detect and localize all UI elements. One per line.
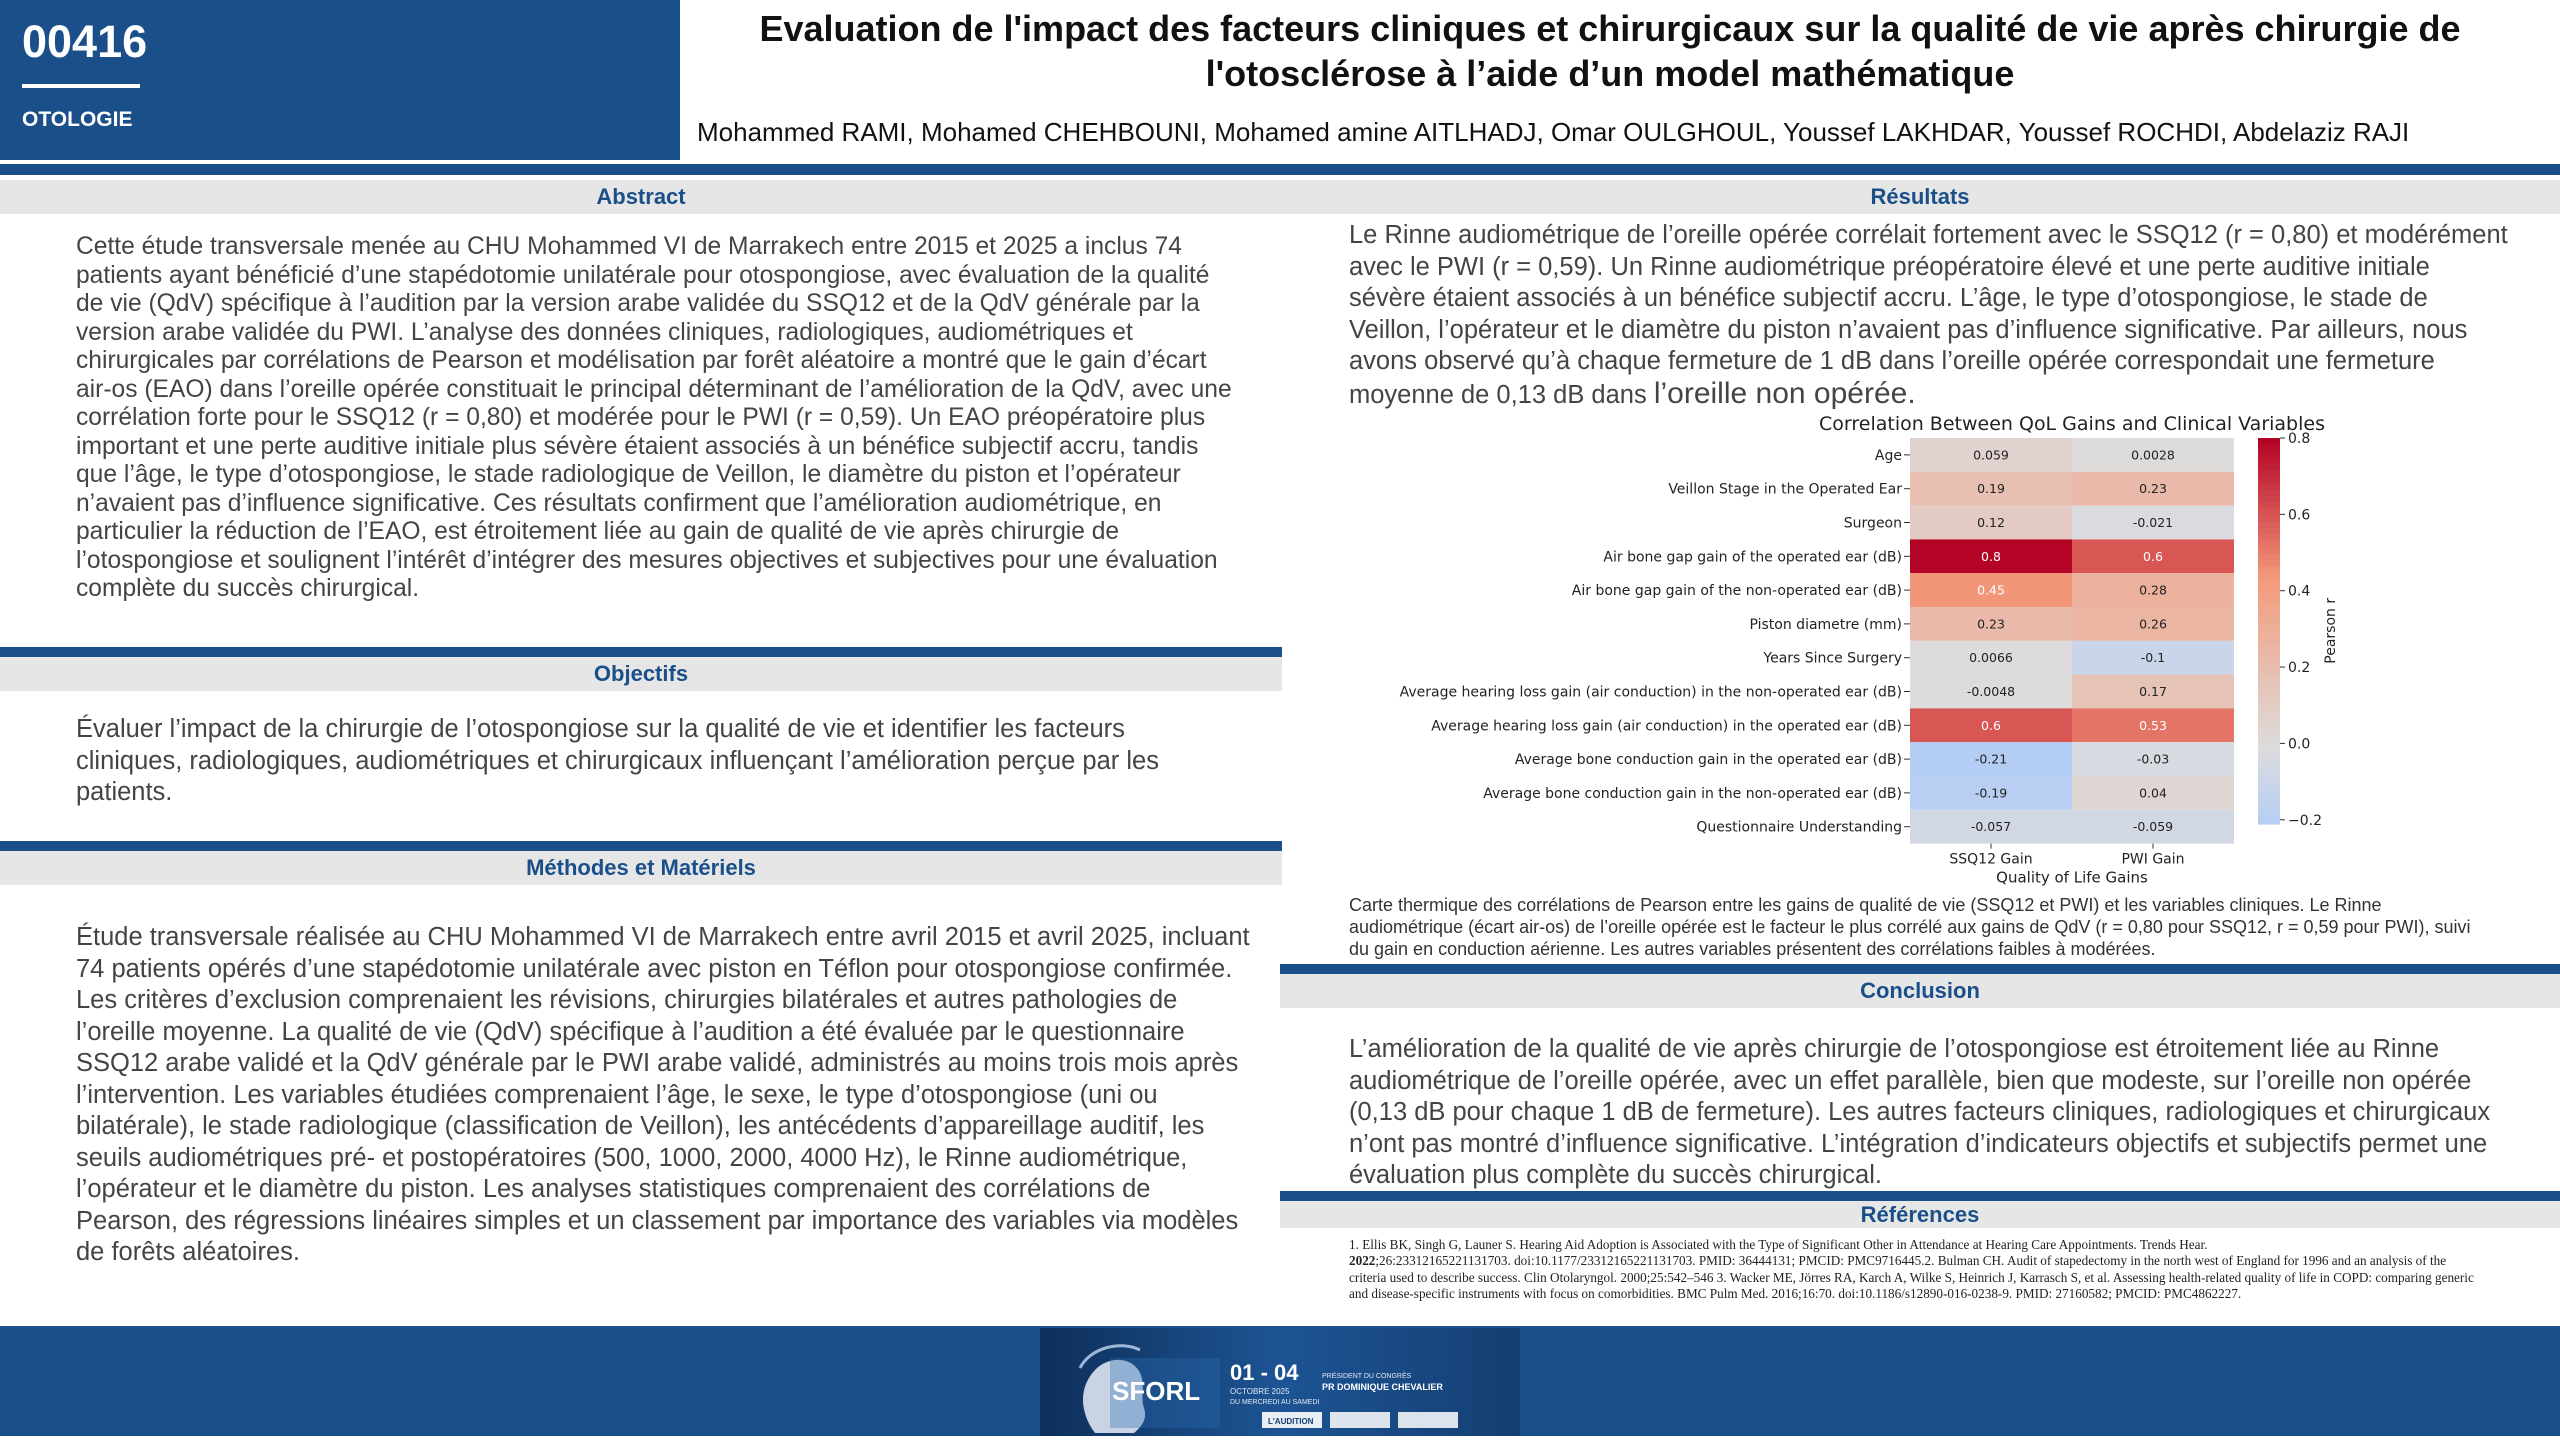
objectifs-text: Évaluer l’impact de la chirurgie de l’otospongiose sur la qualité de vie et identifier les facteurs cliniques, radiologiques, audiométriques et chirurgicaux influençant l’amélioration perçue par les patients.: [76, 715, 1159, 806]
header-divider: [0, 164, 2560, 175]
colorbar-segment: [2258, 457, 2280, 464]
heatmap-cell-label: 0.53: [2139, 717, 2167, 733]
colorbar-segment: [2258, 586, 2280, 593]
heatmap-cell-label: 0.0066: [1969, 650, 2013, 666]
heatmap-cell-label: 0.8: [1981, 548, 2001, 564]
heatmap-cell-label: 0.6: [2143, 548, 2163, 564]
colorbar-segment: [2258, 772, 2280, 779]
heatmap-caption: Carte thermique des corrélations de Pearson entre les gains de qualité de vie (SSQ12 et PWI) et les variables cliniques. Le Rinne audiométrique (écart air-os) de l’oreille opérée est le facteur le plus corrélé aux gains de QdV (r = 0,80 pour SSQ12, r = 0,59 pour PWI), suivi du gain en conduction aérienne. Les autres variables présentent des corrélations faibles à modérées.: [1349, 895, 2471, 959]
methodes-heading: Méthodes et Matériels: [0, 851, 1282, 885]
heatmap-title: Correlation Between QoL Gains and Clinical Variables: [1819, 413, 2325, 435]
y-tick-label: Surgeon: [1843, 515, 1902, 532]
colorbar-segment: [2258, 496, 2280, 503]
colorbar-segment: [2258, 798, 2280, 805]
heatmap-cell-label: 0.6: [1981, 717, 2001, 733]
colorbar-segment: [2258, 727, 2280, 734]
colorbar-segment: [2258, 464, 2280, 471]
abstract-header: [0, 180, 1282, 214]
abstract-text: Cette étude transversale menée au CHU Mohammed VI de Marrakech entre 2015 et 2025 a inclus 74 patients ayant bénéficié d’une stapédotomie unilatérale pour otospongiose, avec évaluation de la qualité de vie (QdV) spécifique à l’audition par la version arabe validée du SSQ12 et de la QdV générale par la version arabe validée du PWI. L’analyse des données cliniques, radiologiques, audiométriques et chirurgicales par corrélations de Pearson et modélisation par forêt aléatoire a montré que le gain d’écart air-os (EAO) dans l’oreille opérée constituait le principal déterminant de l’amélioration de la QdV, avec une corrélation forte pour le SSQ12 (r = 0,80) et modérée pour le PWI (r = 0,59). Un EAO préopératoire plus important et une perte auditive initiale plus sévère étaient associés à un bénéfice subjectif accru, tandis que l’âge, le type d’otospongiose, le stade radiologique de Veillon, le diamètre du piston et l’opérateur n’avaient pas d’influence significative. Ces résultats confirment que l’amélioration audiométrique, en particulier la réduction de l’EAO, est étroitement liée au gain de qualité de vie après chirurgie de l’otospongiose et soulignent l’intérêt d’intégrer des mesures objectives et subjectives pour une évaluation complète du succès chirurgical.: [76, 233, 1232, 602]
banner-dates: 01 - 04: [1230, 1360, 1299, 1385]
poster-id: 00416: [22, 16, 148, 67]
conclusion-heading: Conclusion: [1280, 974, 2560, 1008]
conclusion-header: [1280, 964, 2560, 1008]
colorbar-segment: [2258, 721, 2280, 728]
banner-days: DU MERCREDI AU SAMEDI: [1230, 1399, 1320, 1406]
banner-president: PR DOMINIQUE CHEVALIER: [1322, 1382, 1443, 1392]
colorbar-segment: [2258, 522, 2280, 529]
colorbar-segment: [2258, 579, 2280, 586]
colorbar-segment: [2258, 637, 2280, 644]
heatmap-cell-label: -0.0048: [1966, 684, 2016, 699]
objectifs-heading: Objectifs: [0, 657, 1282, 691]
colorbar-segment: [2258, 554, 2280, 561]
heatmap-cell-label: 0.23: [1977, 616, 2005, 632]
references-heading: Références: [1280, 1201, 2560, 1228]
colorbar-segment: [2258, 631, 2280, 638]
colorbar-segment: [2258, 644, 2280, 651]
colorbar-tick-label: −0.2: [2288, 812, 2322, 829]
y-tick-label: Average hearing loss gain (air conduction) in the non-operated ear (dB): [1399, 684, 1902, 701]
colorbar-segment: [2258, 489, 2280, 496]
objectifs-header: [0, 647, 1282, 691]
colorbar-segment: [2258, 753, 2280, 760]
heatmap-cell-label: 0.059: [1973, 447, 2009, 463]
heatmap-cell-label: 0.45: [1977, 582, 2005, 598]
abstract-heading: Abstract: [0, 180, 1282, 214]
colorbar-segment: [2258, 444, 2280, 451]
y-tick-label: Average bone conduction gain in the non-operated ear (dB): [1483, 785, 1902, 802]
colorbar-segment: [2258, 618, 2280, 625]
heatmap-cell-label: 0.17: [2139, 684, 2167, 699]
heatmap-cell-label: 0.23: [2139, 481, 2167, 497]
references-header: [1280, 1191, 2560, 1228]
sforl-logo: SFORL: [1112, 1376, 1201, 1406]
y-tick-label: Air bone gap gain of the non-operated ear (dB): [1571, 583, 1902, 600]
colorbar-segment: [2258, 477, 2280, 484]
y-tick-label: Years Since Surgery: [1763, 650, 1902, 667]
heatmap-cell-label: -0.1: [2140, 650, 2166, 666]
reference-year: 2022: [1349, 1253, 1376, 1269]
heatmap-cell-label: 0.19: [1977, 481, 2005, 497]
heatmap-cell-label: 0.12: [1977, 515, 2005, 530]
colorbar-segment: [2258, 509, 2280, 516]
colorbar-segment: [2258, 547, 2280, 554]
resultats-header: [1280, 180, 2560, 214]
y-tick-label: Age: [1874, 447, 1902, 464]
id-divider: [22, 84, 140, 88]
y-tick-label: Questionnaire Understanding: [1696, 819, 1902, 836]
poster-title: Evaluation de l'impact des facteurs cliniques et chirurgicaux sur la qualité de vie après chirurgie de l'otosclérose à l’aide d’un model mathématique: [759, 8, 2461, 94]
methodes-header: [0, 841, 1282, 885]
colorbar-segment: [2258, 502, 2280, 509]
heatmap-figure: [1370, 413, 2370, 893]
y-tick-label: Air bone gap gain of the operated ear (dB): [1603, 549, 1902, 566]
colorbar-segment: [2258, 451, 2280, 458]
heatmap-cell-label: -0.021: [2132, 515, 2174, 530]
colorbar-segment: [2258, 785, 2280, 792]
colorbar-segment: [2258, 689, 2280, 696]
colorbar-segment: [2258, 650, 2280, 657]
x-axis-label: Quality of Life Gains: [1996, 868, 2148, 887]
colorbar-segment: [2258, 759, 2280, 766]
colorbar-tick-label: 0.2: [2288, 660, 2311, 677]
colorbar-tick-label: 0.6: [2288, 507, 2311, 524]
colorbar-segment: [2258, 483, 2280, 490]
x-tick-label: PWI Gain: [2121, 851, 2185, 868]
colorbar-segment: [2258, 567, 2280, 574]
colorbar-segment: [2258, 599, 2280, 606]
colorbar-segment: [2258, 669, 2280, 676]
heatmap-cell-label: -0.21: [1974, 751, 2008, 767]
resultats-body: Le Rinne audiométrique de l’oreille opérée corrélait fortement avec le SSQ12 (r = 0,80) et modérément avec le PWI (r = 0,59). Un Rinne audiométrique préopératoire élevé et une perte auditive initiale sévère étaient associés à un bénéfice subjectif accru. L’âge, le type d’otospongiose, le stade de Veillon, l’opérateur et le diamètre du piston n’avaient pas d’influence significative. Par ailleurs, nous avons observé qu’à chaque fermeture de 1 dB dans l’oreille opérée correspondait une fermeture moyenne de 0,13 dB dans: [1349, 221, 2508, 409]
heatmap-cell-label: 0.26: [2139, 616, 2167, 632]
colorbar-segment: [2258, 470, 2280, 477]
author-list: Mohammed RAMI, Mohamed CHEHBOUNI, Mohamed amine AITLHADJ, Omar OULGHOUL, Youssef LAKHDAR, Youssef ROCHDI, Abdelaziz RAJI: [697, 117, 2410, 147]
y-tick-label: Average hearing loss gain (air conduction) in the operated ear (dB): [1431, 718, 1902, 735]
colorbar-segment: [2258, 624, 2280, 631]
colorbar-segment: [2258, 714, 2280, 721]
congress-banner: [1040, 1328, 1520, 1436]
y-tick-label: Piston diametre (mm): [1749, 616, 1902, 633]
colorbar-segment: [2258, 438, 2280, 445]
colorbar-segment: [2258, 592, 2280, 599]
conclusion-text: L’amélioration de la qualité de vie après chirurgie de l’otospongiose est étroitement liée au Rinne audiométrique de l’oreille opérée, avec un effet parallèle, bien que modeste, sur l’oreille non opérée (0,13 dB pour chaque 1 dB de fermeture). Les autres facteurs cliniques, radiologiques et chirurgicaux n’ont pas montré d’influence significative. L’intégration d’indicateurs objectifs et subjectifs permet une évaluation plus complète du succès chirurgical.: [1349, 1035, 2491, 1189]
congress-banner-art: [1040, 1328, 1520, 1436]
colorbar-segment: [2258, 676, 2280, 683]
reference-1: 1. Ellis BK, Singh G, Launer S. Hearing Aid Adoption is Associated with the Type of Significant Other in Attendance at Hearing Care Appointments. Trends Hear.: [1349, 1237, 2208, 1252]
heatmap-cell-label: -0.059: [2132, 819, 2174, 835]
colorbar-segment: [2258, 779, 2280, 786]
methodes-text: Étude transversale réalisée au CHU Mohammed VI de Marrakech entre avril 2015 et avril 2025, incluant 74 patients opérés d’une stapédotomie unilatérale avec piston en Téflon pour otospongiose confirmée. Les critères d’exclusion comprenaient les révisions, chirurgies bilatérales et autres pathologies de l’oreille moyenne. La qualité de vie (QdV) spécifique à l’audition a été évaluée par le questionnaire SSQ12 arabe validé et la QdV générale par le PWI arabe validé, administrés au moins trois mois après l’intervention. Les variables étudiées comprenaient l’âge, le sexe, le type d’otospongiose (uni ou bilatérale), le stade radiologique (classification de Veillon), les antécédents d’appareillage auditif, les seuils audiométriques pré- et postopératoires (500, 1000, 2000, 4000 Hz), le Rinne audiométrique, l’opérateur et le diamètre du piston. Les analyses statistiques comprenaient des corrélations de Pearson, des régressions linéaires simples et un classement par importance des variables via modèles de forêts aléatoires.: [76, 923, 1250, 1266]
resultats-text: [1349, 220, 2509, 411]
colorbar-segment: [2258, 817, 2280, 824]
colorbar-tick-label: 0.4: [2288, 583, 2311, 600]
heatmap-cell-label: -0.057: [1970, 819, 2012, 835]
colorbar-segment: [2258, 708, 2280, 715]
colorbar-segment: [2258, 766, 2280, 773]
y-tick-label: Average bone conduction gain in the operated ear (dB): [1514, 752, 1902, 769]
heatmap-cell-label: 0.0028: [2131, 447, 2175, 463]
colorbar-segment: [2258, 791, 2280, 798]
colorbar-segment: [2258, 541, 2280, 548]
colorbar-segment: [2258, 746, 2280, 753]
colorbar-segment: [2258, 657, 2280, 664]
section-tag: OTOLOGIE: [22, 108, 133, 131]
colorbar-tick-label: 0.0: [2288, 736, 2311, 753]
heatmap-chart: [1370, 413, 2370, 893]
y-tick-label: Veillon Stage in the Operated Ear: [1668, 481, 1902, 498]
svg-text:L'AUDITION: L'AUDITION: [1268, 1417, 1314, 1426]
colorbar-label: Pearson r: [2323, 597, 2339, 664]
heatmap-cell-label: -0.03: [2136, 751, 2170, 767]
colorbar-segment: [2258, 612, 2280, 619]
resultats-text-end: l’oreille non opérée.: [1653, 376, 1916, 410]
colorbar-segment: [2258, 560, 2280, 567]
banner-month: OCTOBRE 2025: [1230, 1387, 1290, 1396]
colorbar-segment: [2258, 573, 2280, 580]
colorbar-segment: [2258, 515, 2280, 522]
colorbar-segment: [2258, 663, 2280, 670]
heatmap-cell-label: -0.19: [1974, 785, 2008, 801]
colorbar-segment: [2258, 695, 2280, 702]
banner-president-label: PRÉSIDENT DU CONGRÈS: [1322, 1373, 1412, 1380]
colorbar-segment: [2258, 534, 2280, 541]
reference-rest: ;26:23312165221131703. doi:10.1177/23312165221131703. PMID: 36444131; PMCID: PMC9716445.2. Bulman CH. Audit of stapedectomy in the north west of England for 1996 and an analysis of the criteria used to describe success. Clin Otolaryngol. 2000;25:542–546 3. Wacker ME, Jörres RA, Karch A, Wilke S, Heinrich J, Karrasch S, et al. Assessing health-related quality of life in COPD: comparing generic and disease-specific instruments with focus on comorbidities. BMC Pulm Med. 2016;16:70. doi:10.1186/s12890-016-0238-9. PMID: 27160582; PMCID: PMC4862227.: [1349, 1253, 2474, 1301]
colorbar-segment: [2258, 734, 2280, 741]
colorbar-segment: [2258, 740, 2280, 747]
heatmap-cell-label: 0.04: [2139, 785, 2167, 801]
references-text: [1349, 1237, 2479, 1302]
colorbar-segment: [2258, 682, 2280, 689]
colorbar-segment: [2258, 804, 2280, 811]
resultats-heading: Résultats: [1280, 180, 2560, 214]
colorbar-segment: [2258, 811, 2280, 818]
poster-id-box: [0, 0, 680, 160]
x-tick-label: SSQ12 Gain: [1949, 851, 2033, 868]
colorbar-segment: [2258, 605, 2280, 612]
heatmap-cell-label: 0.28: [2139, 582, 2167, 598]
colorbar-tick-label: 0.8: [2288, 431, 2311, 447]
colorbar-segment: [2258, 701, 2280, 708]
colorbar-segment: [2258, 528, 2280, 535]
